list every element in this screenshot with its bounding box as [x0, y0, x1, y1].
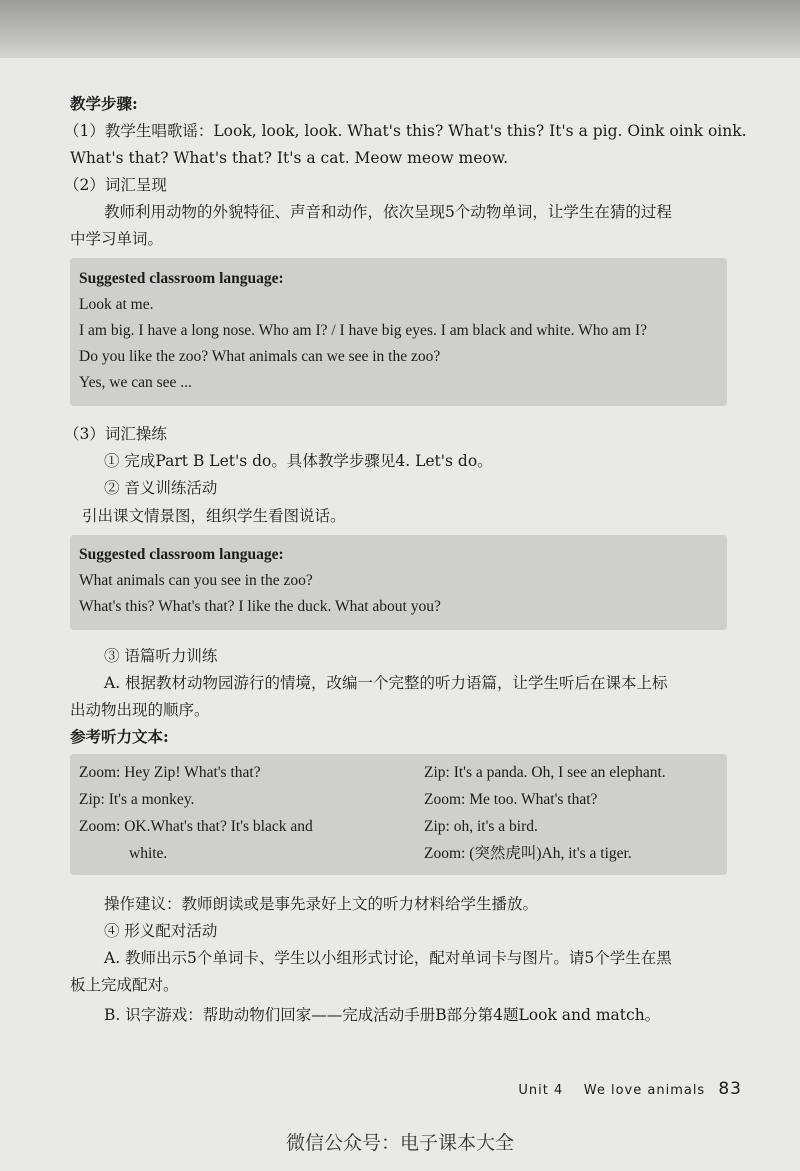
step3-item2: ② 音义训练活动	[104, 479, 218, 497]
page-footer	[518, 1079, 742, 1099]
step3-item2-desc: 引出课文情景图，组织学生看图说话。	[82, 507, 346, 525]
suggested-language-box-2	[70, 535, 727, 630]
script-line: Zip: It's a monkey.	[79, 791, 195, 808]
box1-line: I am big. I have a long nose. Who am I? / I have big eyes. I am black and white. Who am I?	[79, 322, 648, 339]
footer-title: We love animals	[583, 1083, 706, 1098]
suggested-language-box-1	[70, 258, 727, 406]
item4-a-line2: 板上完成配对。	[70, 976, 179, 994]
listening-a-line1: A. 根据教材动物园游行的情境，改编一个完整的听力语篇，让学生听后在课本上标	[104, 674, 668, 692]
listening-item3: ③ 语篇听力训练	[104, 647, 218, 665]
box1-title: Suggested classroom language:	[79, 270, 284, 287]
listening-script-box	[70, 754, 727, 875]
item4-b-line: B. 识字游戏：帮助动物们回家——完成活动手册B部分第4题Look and match。	[104, 1006, 661, 1024]
step3-item1: ① 完成Part B Let's do。具体教学步骤见4. Let's do。	[104, 452, 493, 470]
watermark-text: 微信公众号：电子课本大全	[285, 1132, 514, 1154]
script-line: white.	[129, 845, 168, 862]
step2-heading: （2）词汇呈现	[64, 176, 167, 194]
section-title: 教学步骤:	[70, 94, 138, 113]
box1-line: Look at me.	[79, 296, 154, 313]
script-line: Zip: It's a panda. Oh, I see an elephant.	[424, 764, 666, 781]
step3-heading: （3）词汇操练	[64, 425, 167, 443]
operation-suggestion: 操作建议：教师朗读或是事先录好上文的听力材料给学生播放。	[104, 895, 539, 913]
footer-unit: Unit 4	[518, 1083, 564, 1098]
script-line: Zoom: Hey Zip! What's that?	[79, 764, 261, 781]
item4-a-line1: A. 教师出示5个单词卡、学生以小组形式讨论，配对单词卡与图片。请5个学生在黑	[104, 949, 672, 967]
box2-line: What animals can you see in the zoo?	[79, 572, 313, 589]
box1-line: Yes, we can see ...	[79, 374, 192, 391]
step1-line1: （1）教学生唱歌谣：Look, look, look. What's this? What's this? It's a pig. Oink oink oink.	[64, 122, 747, 140]
script-line: Zoom: OK.What's that? It's black and	[79, 818, 313, 835]
step1-line2: What's that? What's that? It's a cat. Meow meow meow.	[70, 149, 509, 167]
item4: ④ 形义配对活动	[104, 922, 218, 940]
script-line: Zoom: (突然虎叫)Ah, it's a tiger.	[424, 845, 632, 862]
script-line: Zoom: Me too. What's that?	[424, 791, 598, 808]
box2-line: What's this? What's that? I like the duck. What about you?	[79, 598, 441, 615]
box1-line: Do you like the zoo? What animals can we see in the zoo?	[79, 348, 441, 365]
reference-text-title: 参考听力文本:	[70, 727, 169, 746]
box2-title: Suggested classroom language:	[79, 546, 284, 563]
step2-para-line1: 教师利用动物的外貌特征、声音和动作，依次呈现5个动物单词，让学生在猜的过程	[104, 203, 672, 221]
listening-a-line2: 出动物出现的顺序。	[70, 701, 210, 719]
script-line: Zip: oh, it's a bird.	[424, 818, 538, 835]
page-number: 83	[718, 1079, 742, 1099]
step2-para-line2: 中学习单词。	[70, 230, 164, 248]
